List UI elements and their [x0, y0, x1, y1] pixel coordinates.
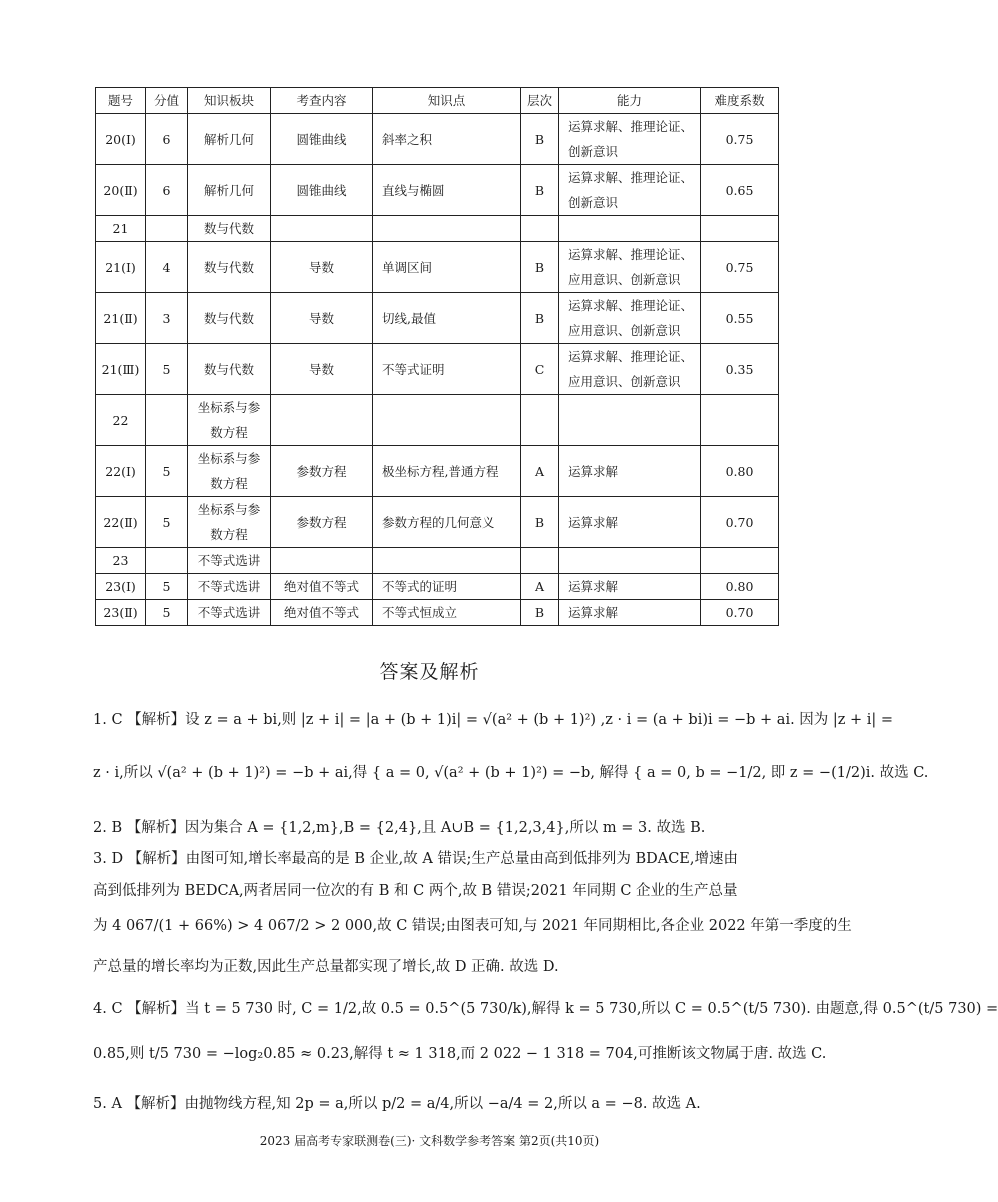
- table-cell-point: 参数方程的几何意义: [373, 497, 521, 548]
- table-cell-level: [521, 395, 559, 446]
- table-cell-diff: [701, 395, 779, 446]
- table-cell-diff: 0.70: [701, 497, 779, 548]
- table-cell-diff: [701, 548, 779, 574]
- solution-line: 4. C 【解析】当 t = 5 730 时, C = 1/2,故 0.5 = 0.5^(5 730/k),解得 k = 5 730,所以 C = 0.5^(t/5 730). 由题意,得 0.5^(t/5 730) =: [93, 1001, 998, 1017]
- table-cell-score: 5: [146, 344, 188, 395]
- table-cell-block: 坐标系与参数方程: [188, 446, 271, 497]
- table-row: [96, 114, 779, 165]
- table-cell-level: B: [521, 165, 559, 216]
- table-cell-diff: 0.35: [701, 344, 779, 395]
- table-cell-level: B: [521, 114, 559, 165]
- table-cell-ability: [559, 548, 701, 574]
- header-cell: 能力: [559, 88, 701, 114]
- table-cell-diff: 0.75: [701, 114, 779, 165]
- table-cell-diff: 0.70: [701, 600, 779, 626]
- table-cell-ability: 运算求解、推理论证、应用意识、创新意识: [559, 242, 701, 293]
- table-cell-diff: 0.55: [701, 293, 779, 344]
- table-cell-block: 解析几何: [188, 114, 271, 165]
- solution-line: 为 4 067/(1 + 66%) > 4 067/2 > 2 000,故 C 错误;由图表可知,与 2021 年同期相比,各企业 2022 年第一季度的生: [93, 918, 852, 934]
- table-cell-point: 不等式证明: [373, 344, 521, 395]
- table-cell-content: 绝对值不等式: [271, 600, 373, 626]
- header-cell: 层次: [521, 88, 559, 114]
- header-cell: 分值: [146, 88, 188, 114]
- table-cell-ability: [559, 216, 701, 242]
- table-cell-diff: 0.80: [701, 574, 779, 600]
- table-cell-num: 20(Ⅱ): [96, 165, 146, 216]
- table-cell-level: B: [521, 600, 559, 626]
- header-cell: 知识点: [373, 88, 521, 114]
- table-cell-num: 22(Ⅱ): [96, 497, 146, 548]
- solution-line: 5. A 【解析】由抛物线方程,知 2p = a,所以 p/2 = a/4,所以 −a/4 = 2,所以 a = −8. 故选 A.: [93, 1096, 701, 1112]
- table-cell-num: 21(Ⅱ): [96, 293, 146, 344]
- table-cell-point: 斜率之积: [373, 114, 521, 165]
- header-cell: 考查内容: [271, 88, 373, 114]
- table-cell-level: B: [521, 293, 559, 344]
- table-cell-ability: 运算求解: [559, 600, 701, 626]
- table-row: [96, 600, 779, 626]
- table-cell-content: 导数: [271, 242, 373, 293]
- table-header-row: [96, 88, 779, 114]
- table-cell-level: [521, 216, 559, 242]
- table-cell-block: 不等式选讲: [188, 574, 271, 600]
- table-row: [96, 242, 779, 293]
- table-cell-block: 数与代数: [188, 242, 271, 293]
- solution-line: z · i,所以 √(a² + (b + 1)²) = −b + ai,得 { a = 0, √(a² + (b + 1)²) = −b, 解得 { a = 0, b = −1/2, 即 z = −(1/2)i. 故选 C.: [93, 765, 929, 781]
- table-cell-block: 坐标系与参数方程: [188, 497, 271, 548]
- table-cell-point: [373, 548, 521, 574]
- table-row: [96, 344, 779, 395]
- table-cell-score: [146, 216, 188, 242]
- table-cell-ability: [559, 395, 701, 446]
- solution-line: 高到低排列为 BEDCA,两者居同一位次的有 B 和 C 两个,故 B 错误;2021 年同期 C 企业的生产总量: [93, 883, 738, 899]
- solution-line: 0.85,则 t/5 730 = −log₂0.85 ≈ 0.23,解得 t ≈ 1 318,而 2 022 − 1 318 = 704,可推断该文物属于唐. 故选 C.: [93, 1046, 827, 1062]
- table-cell-block: 数与代数: [188, 293, 271, 344]
- table-cell-level: A: [521, 446, 559, 497]
- solution-line: 3. D 【解析】由图可知,增长率最高的是 B 企业,故 A 错误;生产总量由高到低排列为 BDACE,增速由: [93, 851, 738, 867]
- table-cell-level: [521, 548, 559, 574]
- table-cell-num: 23(Ⅰ): [96, 574, 146, 600]
- table-cell-block: 坐标系与参数方程: [188, 395, 271, 446]
- table-cell-ability: 运算求解、推理论证、创新意识: [559, 114, 701, 165]
- table-cell-score: 6: [146, 114, 188, 165]
- table-cell-score: [146, 395, 188, 446]
- table-cell-ability: 运算求解、推理论证、创新意识: [559, 165, 701, 216]
- table-cell-score: [146, 548, 188, 574]
- table-cell-level: B: [521, 497, 559, 548]
- table-cell-block: 不等式选讲: [188, 600, 271, 626]
- table-row: [96, 497, 779, 548]
- knowledge-table: [95, 87, 779, 626]
- table-cell-content: 参数方程: [271, 497, 373, 548]
- page-footer: 2023 届高考专家联测卷(三)· 文科数学参考答案 第2页(共10页): [259, 1134, 600, 1148]
- table-cell-point: 切线,最值: [373, 293, 521, 344]
- table-cell-num: 21: [96, 216, 146, 242]
- table-cell-score: 5: [146, 574, 188, 600]
- table-cell-content: [271, 395, 373, 446]
- table-cell-level: A: [521, 574, 559, 600]
- table-cell-ability: 运算求解: [559, 497, 701, 548]
- section-title: 答案及解析: [379, 661, 480, 683]
- header-cell: 难度系数: [701, 88, 779, 114]
- table-cell-point: [373, 395, 521, 446]
- header-cell: 题号: [96, 88, 146, 114]
- table-cell-block: 不等式选讲: [188, 548, 271, 574]
- table-cell-point: 不等式的证明: [373, 574, 521, 600]
- table-cell-ability: 运算求解: [559, 574, 701, 600]
- table-cell-content: 参数方程: [271, 446, 373, 497]
- table-cell-ability: 运算求解: [559, 446, 701, 497]
- table-cell-content: 导数: [271, 293, 373, 344]
- table-cell-score: 5: [146, 446, 188, 497]
- table-cell-ability: 运算求解、推理论证、应用意识、创新意识: [559, 293, 701, 344]
- table-cell-num: 22: [96, 395, 146, 446]
- table-cell-point: [373, 216, 521, 242]
- table-row: [96, 446, 779, 497]
- table-cell-num: 20(Ⅰ): [96, 114, 146, 165]
- table-cell-block: 数与代数: [188, 344, 271, 395]
- table-cell-point: 不等式恒成立: [373, 600, 521, 626]
- table-cell-diff: 0.65: [701, 165, 779, 216]
- table-cell-diff: 0.75: [701, 242, 779, 293]
- table-row: [96, 548, 779, 574]
- table-cell-content: [271, 216, 373, 242]
- table-cell-content: 圆锥曲线: [271, 114, 373, 165]
- solution-line: 1. C 【解析】设 z = a + bi,则 |z + i| = |a + (b + 1)i| = √(a² + (b + 1)²) ,z · i = (a + bi)i = −b + ai. 因为 |z + i| =: [93, 712, 894, 728]
- table-row: [96, 216, 779, 242]
- solution-line: 2. B 【解析】因为集合 A = {1,2,m},B = {2,4},且 A∪B = {1,2,3,4},所以 m = 3. 故选 B.: [93, 820, 706, 836]
- table-row: [96, 574, 779, 600]
- table-cell-diff: [701, 216, 779, 242]
- table-cell-ability: 运算求解、推理论证、应用意识、创新意识: [559, 344, 701, 395]
- table-cell-point: 直线与椭圆: [373, 165, 521, 216]
- table-cell-score: 5: [146, 600, 188, 626]
- table-cell-content: 绝对值不等式: [271, 574, 373, 600]
- table-cell-num: 21(Ⅲ): [96, 344, 146, 395]
- table-cell-block: 解析几何: [188, 165, 271, 216]
- table-cell-block: 数与代数: [188, 216, 271, 242]
- table-cell-diff: 0.80: [701, 446, 779, 497]
- table-row: [96, 165, 779, 216]
- table-cell-content: 导数: [271, 344, 373, 395]
- table-cell-point: 极坐标方程,普通方程: [373, 446, 521, 497]
- solution-line: 产总量的增长率均为正数,因此生产总量都实现了增长,故 D 正确. 故选 D.: [93, 959, 559, 975]
- table-cell-num: 23(Ⅱ): [96, 600, 146, 626]
- table-cell-content: 圆锥曲线: [271, 165, 373, 216]
- table-cell-score: 4: [146, 242, 188, 293]
- table-cell-score: 6: [146, 165, 188, 216]
- table-cell-level: B: [521, 242, 559, 293]
- header-cell: 知识板块: [188, 88, 271, 114]
- table-cell-num: 23: [96, 548, 146, 574]
- table-cell-num: 22(Ⅰ): [96, 446, 146, 497]
- table-cell-score: 5: [146, 497, 188, 548]
- table-row: [96, 395, 779, 446]
- table-cell-point: 单调区间: [373, 242, 521, 293]
- table-row: [96, 293, 779, 344]
- table-cell-level: C: [521, 344, 559, 395]
- table-cell-content: [271, 548, 373, 574]
- table-cell-num: 21(Ⅰ): [96, 242, 146, 293]
- table-cell-score: 3: [146, 293, 188, 344]
